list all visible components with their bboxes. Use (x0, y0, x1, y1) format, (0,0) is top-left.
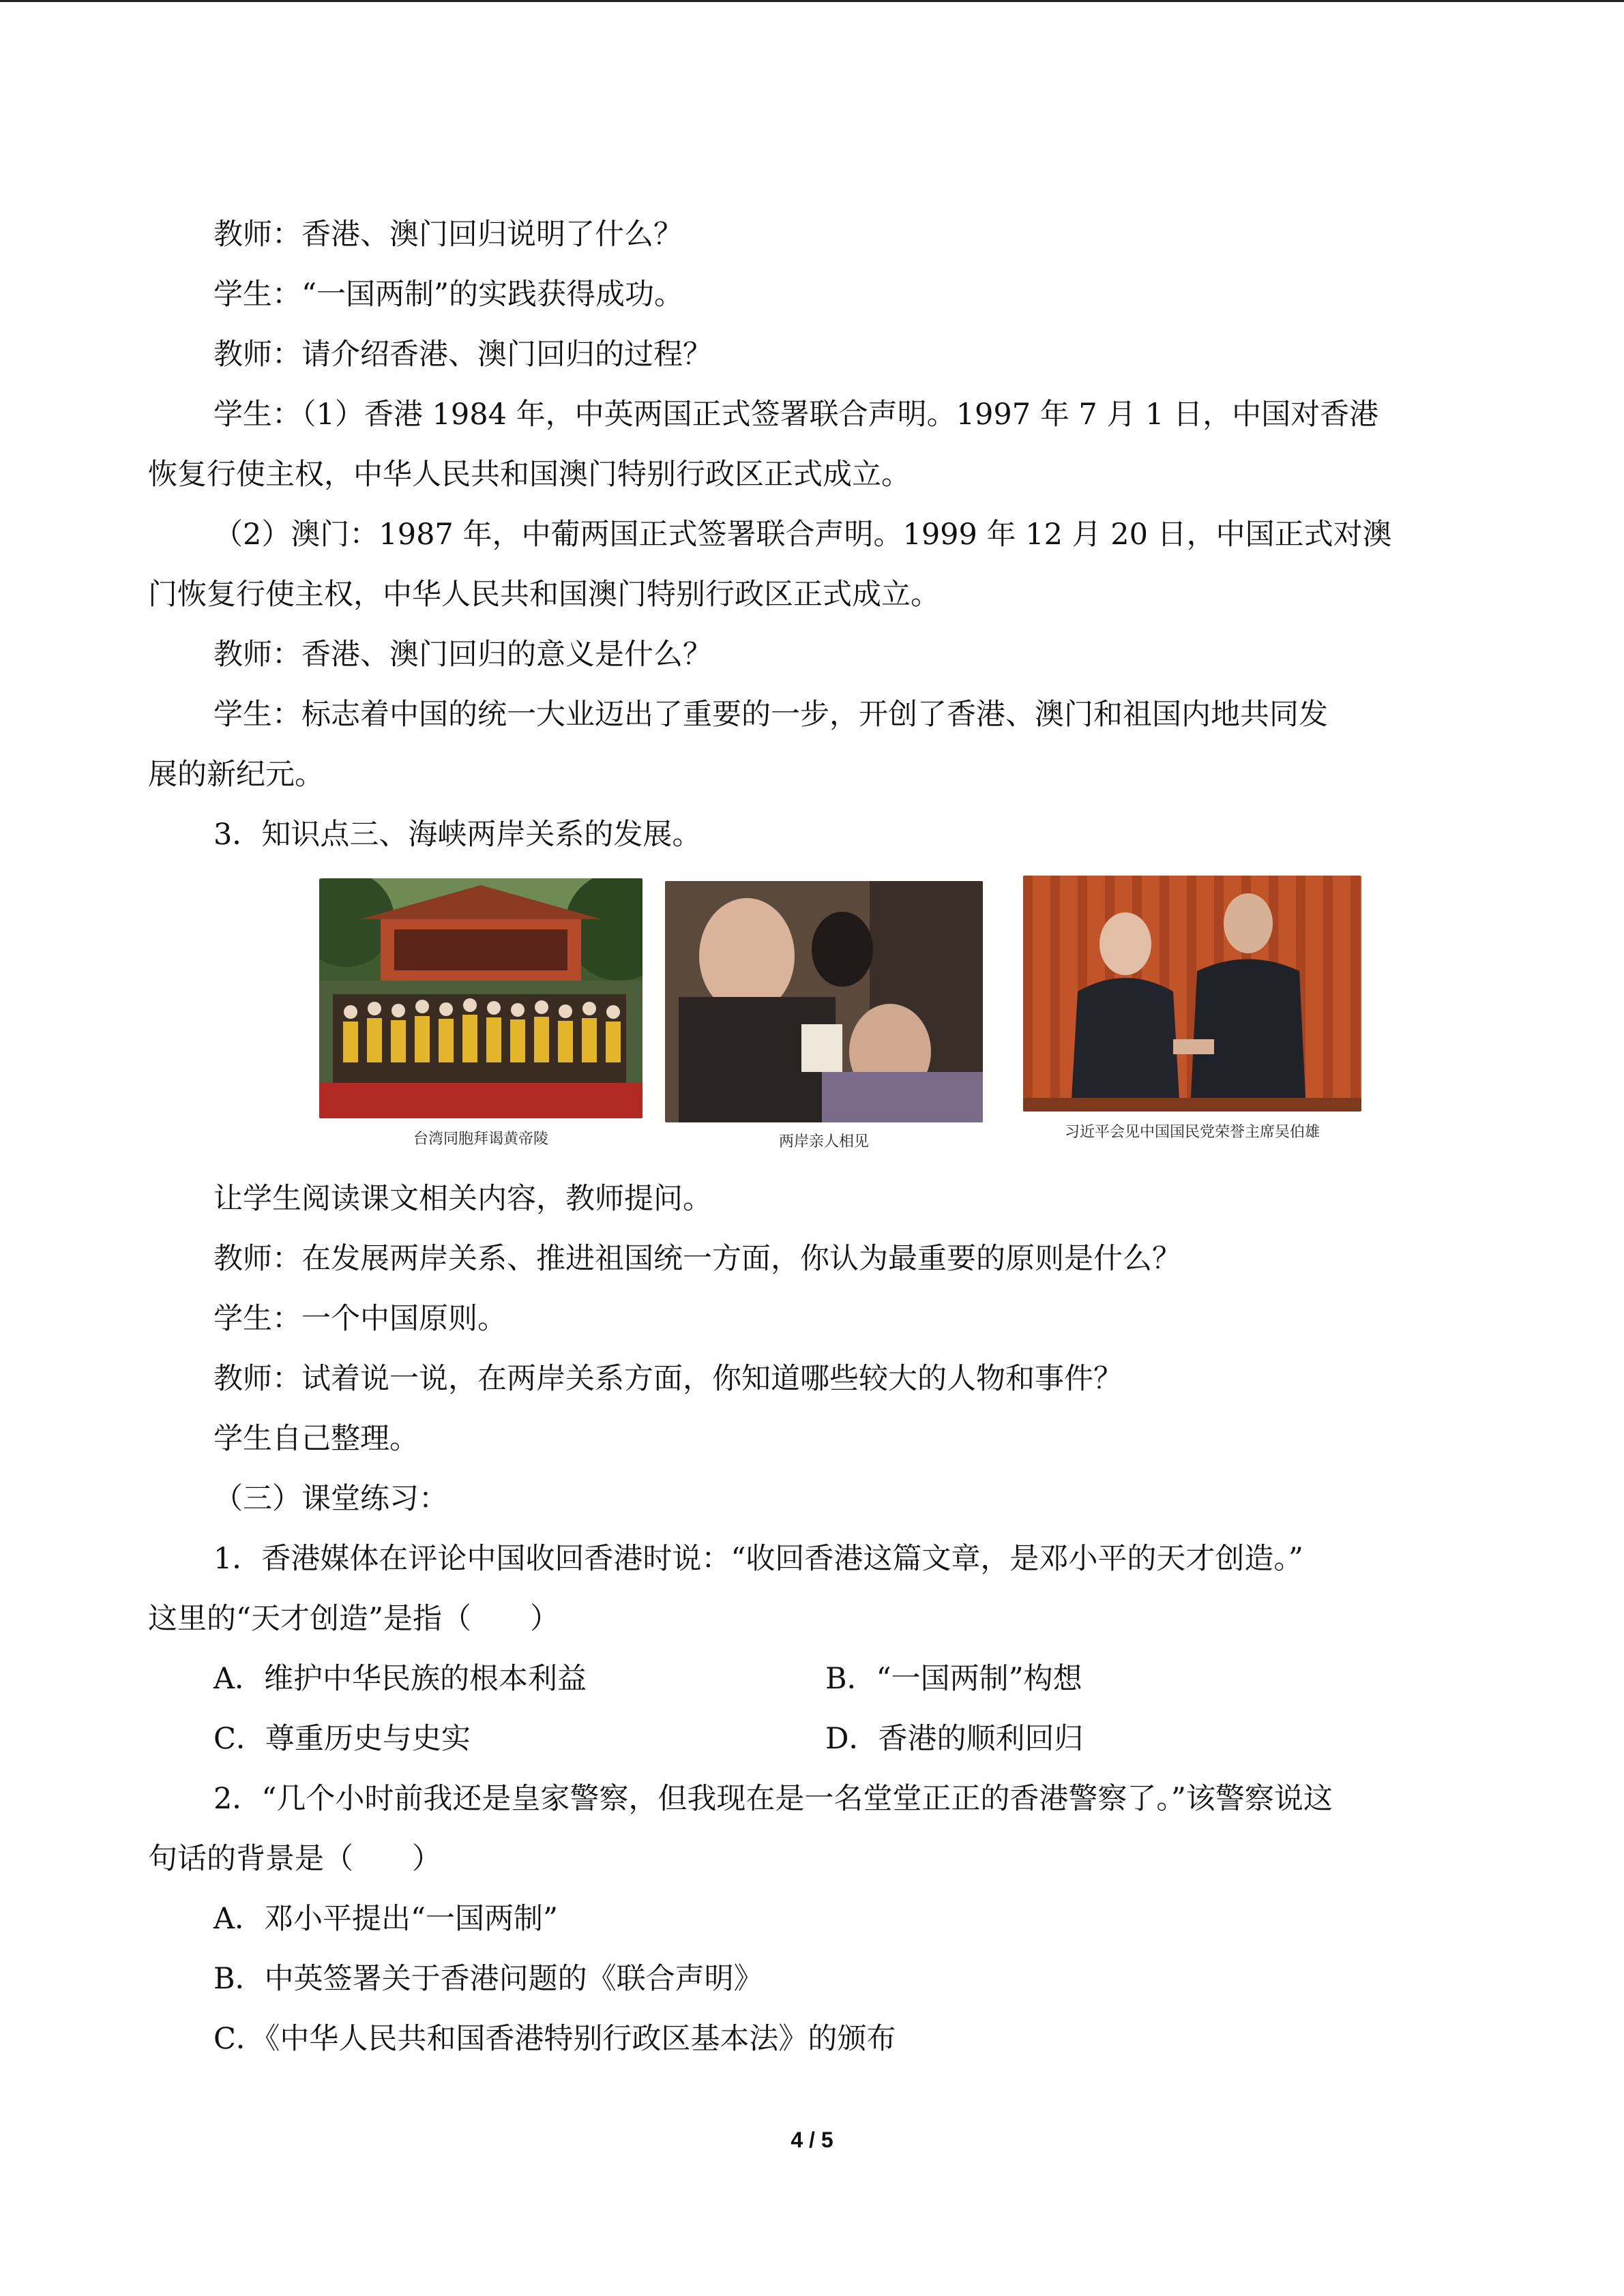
page-top-border (0, 0, 1624, 2)
text-line-15: 教师：试着说一说，在两岸关系方面，你知道哪些较大的人物和事件？ (213, 1362, 1123, 1396)
photo-yellow-emperor-mausoleum (319, 878, 643, 1118)
text-line-1: 教师：香港、澳门回归说明了什么？ (213, 218, 683, 252)
page-number: 4 / 5 (791, 2128, 833, 2152)
text-line-3: 教师：请介绍香港、澳门回归的过程？ (213, 338, 712, 372)
section-heading-3: 3．知识点三、海峡两岸关系的发展。 (213, 818, 702, 852)
text-line-12: 让学生阅读课文相关内容，教师提问。 (213, 1182, 712, 1216)
question-1-option-b: B．“一国两制”构想 (825, 1662, 1082, 1696)
question-1-stem: 1．香港媒体在评论中国收回香港时说：“收回香港这篇文章，是邓小平的天才创造。” (213, 1542, 1303, 1576)
question-1-stem-cont: 这里的“天才创造”是指（ ） (148, 1602, 559, 1636)
photo-xi-meets-wu (1023, 876, 1361, 1112)
text-line-5: 恢复行使主权，中华人民共和国澳门特别行政区正式成立。 (148, 458, 911, 492)
question-2-option-a: A．邓小平提出“一国两制” (213, 1902, 559, 1936)
text-line-10: 展的新纪元。 (148, 758, 324, 792)
text-line-13: 教师：在发展两岸关系、推进祖国统一方面，你认为最重要的原则是什么？ (213, 1242, 1181, 1276)
text-line-2: 学生：“一国两制”的实践获得成功。 (213, 278, 683, 312)
text-line-4: 学生：（1）香港 1984 年，中英两国正式签署联合声明。1997 年 7 月 1 日，中国对香港 (213, 398, 1379, 432)
text-line-8: 教师：香港、澳门回归的意义是什么？ (213, 638, 712, 672)
question-2-option-c: C．《中华人民共和国香港特别行政区基本法》的颁布 (213, 2022, 896, 2056)
text-line-7: 门恢复行使主权，中华人民共和国澳门特别行政区正式成立。 (148, 578, 940, 612)
caption-yellow-emperor-mausoleum: 台湾同胞拜谒黄帝陵 (413, 1131, 548, 1148)
caption-cross-strait-relatives: 两岸亲人相见 (778, 1133, 869, 1150)
caption-xi-meets-wu: 习近平会见中国国民党荣誉主席吴伯雄 (1064, 1124, 1320, 1141)
text-line-16: 学生自己整理。 (213, 1422, 419, 1456)
text-line-9: 学生：标志着中国的统一大业迈出了重要的一步，开创了香港、澳门和祖国内地共同发 (213, 698, 1328, 732)
text-line-6: （2）澳门：1987 年，中葡两国正式签署联合声明。1999 年 12 月 20 日，中国正式对澳 (213, 518, 1392, 552)
question-2-stem-cont: 句话的背景是（ ） (148, 1842, 441, 1876)
text-line-14: 学生：一个中国原则。 (213, 1302, 507, 1336)
question-1-option-d: D．香港的顺利回归 (825, 1722, 1084, 1756)
section-heading-practice: （三）课堂练习： (213, 1482, 448, 1516)
question-2-option-b: B．中英签署关于香港问题的《联合声明》 (213, 1962, 763, 1996)
photo-cross-strait-relatives (665, 881, 983, 1122)
question-1-option-a: A．维护中华民族的根本利益 (213, 1662, 587, 1696)
question-2-stem: 2．“几个小时前我还是皇家警察，但我现在是一名堂堂正正的香港警察了。”该警察说这 (213, 1782, 1333, 1816)
question-1-option-c: C．尊重历史与史实 (213, 1722, 471, 1756)
